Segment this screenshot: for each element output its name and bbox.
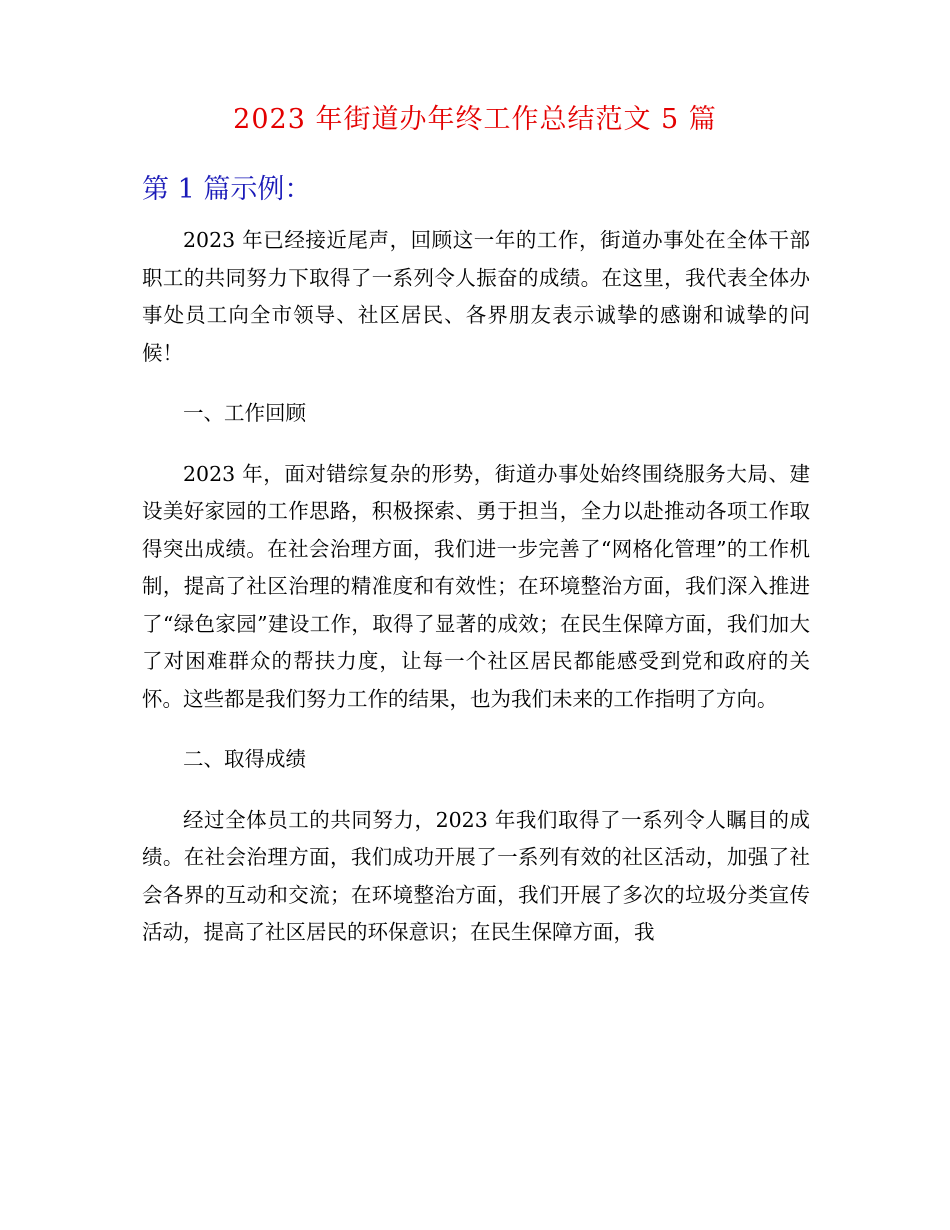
paragraph-work-review: 2023 年，面对错综复杂的形势，街道办事处始终围绕服务大局、建设美好家园的工作思路，积极探索、勇于担当，全力以赴推动各项工作取得突出成绩。在社会治理方面，我们进一步完善了“网格化管理”的工作机制，提高了社区治理的精准度和有效性；在环境整治方面，我们深入推进了“绿色家园”建设工作，取得了显著的成效；在民生保障方面，我们加大了对困难群众的帮扶力度，让每一个社区居民都能感受到党和政府的关怀。这些都是我们努力工作的结果，也为我们未来的工作指明了方向。 bbox=[142, 461, 810, 711]
subheading-achievements: 二、取得成绩 bbox=[183, 747, 306, 771]
section-heading: 第 1 篇示例： bbox=[142, 174, 312, 205]
document-title: 2023 年街道办年终工作总结范文 5 篇 bbox=[233, 104, 717, 135]
paragraph-achievements: 经过全体员工的共同努力，2023 年我们取得了一系列令人瞩目的成绩。在社会治理方面，我们成功开展了一系列有效的社区活动，加强了社会各界的互动和交流；在环境整治方面，我们开展了多次的垃圾分类宣传活动，提高了社区居民的环保意识；在民生保障方面，我 bbox=[142, 807, 810, 944]
subheading-work-review: 一、工作回顾 bbox=[183, 401, 306, 425]
document-body bbox=[142, 222, 810, 975]
paragraph-intro: 2023 年已经接近尾声，回顾这一年的工作，街道办事处在全体干部职工的共同努力下取得了一系列令人振奋的成绩。在这里，我代表全体办事处员工向全市领导、社区居民、各界朋友表示诚挚的感谢和诚挚的问候！ bbox=[142, 228, 810, 365]
